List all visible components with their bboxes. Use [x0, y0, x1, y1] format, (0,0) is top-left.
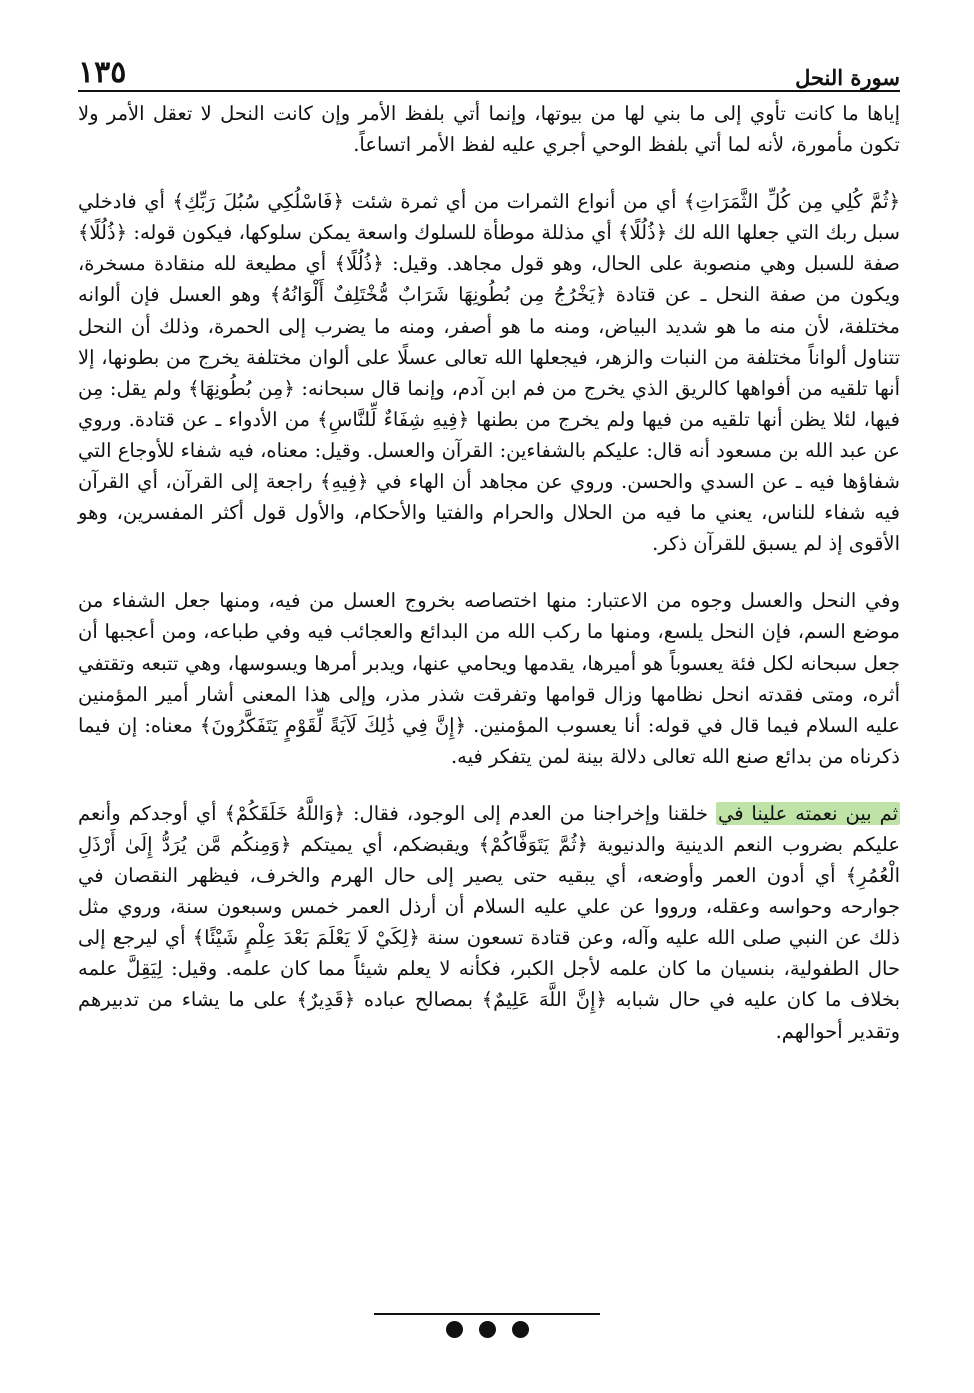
- page-footer: [374, 1313, 600, 1353]
- paragraph-4: [78, 798, 900, 1047]
- paragraph-4-text: خلقنا وإخراجنا من العدم إلى الوجود، فقال: ﴿وَاللَّهُ خَلَقَكُمْ﴾ أي أوجدكم وأنعم عليكم بضروب النعم الدينية والدنيوية ﴿ثُمَّ يَتَوَفَّاكُمْ﴾ ويقبضكم، أي يميتكم ﴿وَمِنكُم مَّن يُرَدُّ إِلَىٰ أَرْذَلِ الْعُمُرِ﴾ أي أدون العمر وأوضعه، أي يبقيه حتى يصير إلى حال الهرم والخرف، فيظهر النقصان في جوارحه وحواسه وعقله، ورووا عن علي عليه السلام أن أرذل العمر خمس وسبعون سنة، وروي مثل ذلك عن النبي صلى الله عليه وآله، وعن قتادة تسعون سنة ﴿لِكَيْ لَا يَعْلَمَ بَعْدَ عِلْمٍ شَيْئًا﴾ أي ليرجع إلى حال الطفولية، بنسيان ما كان علمه لأجل الكبر، فكأنه لا يعلم شيئاً مما كان علمه. وقيل: لِيَقِلَّ علمه بخلاف ما كان عليه في حال شبابه ﴿إِنَّ اللَّهَ عَلِيمٌ﴾ بمصالح عباده ﴿قَدِيرٌ﴾ على ما يشاء من تدبيرهم وتقدير أحوالهم.: [78, 801, 900, 1043]
- page-body: [78, 98, 900, 1073]
- page-header: [78, 40, 900, 88]
- page-number: ١٣٥: [78, 55, 127, 90]
- paragraph-2: ﴿ثُمَّ كُلِي مِن كُلِّ الثَّمَرَاتِ﴾ أي من أنواع الثمرات من أي ثمرة شئت ﴿فَاسْلُكِي سُبُلَ رَبِّكِ﴾ أي فادخلي سبل ربك التي جعلها الله لك ﴿ذُلُلًا﴾ أي مذللة موطأة للسلوك واسعة يمكن سلوكها، فيكون قوله: ﴿ذُلُلًا﴾ صفة للسبل وهي منصوبة على الحال، وهو قول مجاهد. وقيل: ﴿ذُلُلًا﴾ أي مطيعة لله منقادة مسخرة، ويكون من صفة النحل ـ عن قتادة ﴿يَخْرُجُ مِن بُطُونِهَا شَرَابٌ مُّخْتَلِفٌ أَلْوَانُهُ﴾ وهو العسل فإن ألوانه مختلفة، لأن منه ما هو شديد البياض، ومنه ما هو أصفر، ومنه ما يضرب إلى الحمرة، وذلك أن النحل تتناول ألواناً مختلفة من النبات والزهر، فيجعلها الله تعالى عسلًا على ألوان مختلفة يخرج من بطونها، إلا أنها تلقيه من أفواهها كالريق الذي يخرج من فم ابن آدم، وإنما قال سبحانه: ﴿مِن بُطُونِهَا﴾ ولم يقل: مِن فيها، لئلا يظن أنها تلقيه من فيها ولم يخرج من بطنها ﴿فِيهِ شِفَاءٌ لِّلنَّاسِ﴾ من الأدواء ـ عن قتادة. وروي عن عبد الله بن مسعود أنه قال: عليكم بالشفاءين: القرآن والعسل. وقيل: معناه، فيه شفاء للأوجاع التي شفاؤها فيه ـ عن السدي والحسن. وروي عن مجاهد أن الهاء في ﴿فِيهِ﴾ راجعة إلى القرآن، أي القرآن فيه شفاء للناس، يعني ما فيه من الحلال والحرام والفتيا والأحكام، والأول قول أكثر المفسرين، وهو الأقوى إذ لم يسبق للقرآن ذكر.: [78, 190, 900, 556]
- highlighted-text[interactable]: ثم بين نعمته علينا في: [717, 801, 898, 825]
- paragraph-1: إياها ما كانت تأوي إلى ما بني لها من بيوتها، وإنما أتي بلفظ الأمر وإن كانت النحل لا تعقل الأمر ولا تكون مأمورة، لأنه لما أتي بلفظ الوحي أجري عليه لفظ الأمر اتساعاً.: [78, 102, 900, 157]
- section-end-ornament: [374, 1321, 600, 1338]
- paragraph-3: وفي النحل والعسل وجوه من الاعتبار: منها اختصاصه بخروج العسل من فيه، ومنها جعل الشفاء من موضع السم، فإن النحل يلسع، ومنها ما ركب الله من البدائع والعجائب فيه وفي طباعه، ومن أعجبها أن جعل سبحانه لكل فئة يعسوباً هو أميرها، يقدمها ويحامي عنها، ويدبر أمرها ويسوسها، وهي تتبعه وتقتفي أثره، ومتى فقدته انحل نظامها وزال قوامها وتفرقت شذر مذر، وإلى هذا المعنى أشار أمير المؤمنين عليه السلام فيما قال في قوله: أنا يعسوب المؤمنين. ﴿إِنَّ فِي ذَٰلِكَ لَآيَةً لِّقَوْمٍ يَتَفَكَّرُونَ﴾ معناه: إن فيما ذكرناه من بدائع صنع الله تعالى دلالة بينة لمن يتفكر فيه.: [78, 589, 900, 768]
- ornament-dot-icon: [479, 1321, 496, 1338]
- header-rule: [78, 90, 900, 92]
- footer-rule: [374, 1313, 600, 1315]
- ornament-dot-icon: [446, 1321, 463, 1338]
- ornament-dot-icon: [512, 1321, 529, 1338]
- surah-title: سورة النحل: [795, 65, 900, 90]
